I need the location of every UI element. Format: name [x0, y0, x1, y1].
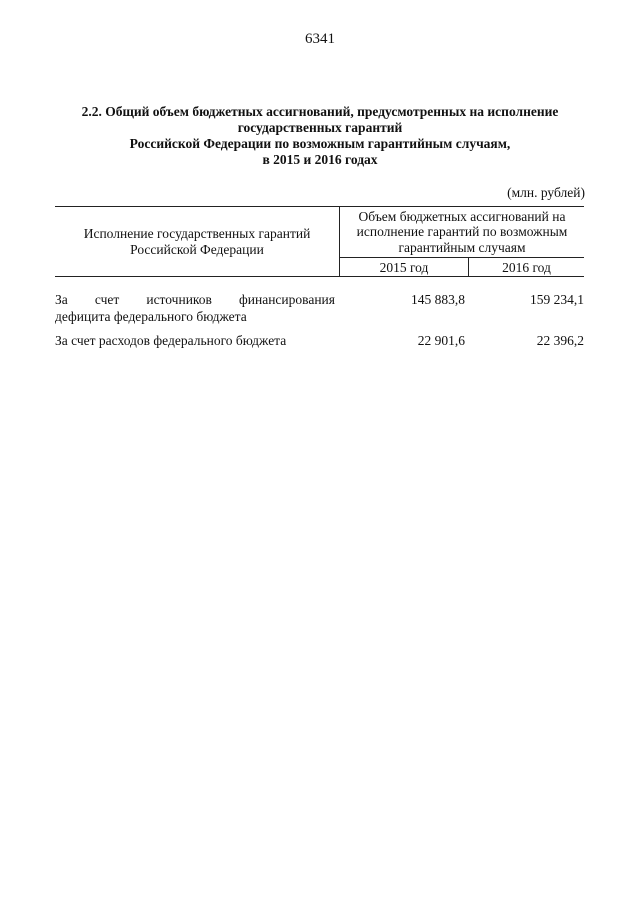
- page-number: 6341: [305, 31, 335, 47]
- units-note: (млн. рублей): [507, 185, 585, 200]
- heading-line-2: государственных гарантий: [237, 120, 403, 135]
- row-label-line-1: За счет расходов федерального бюджета: [55, 333, 287, 348]
- header-year-2015: 2015 год: [340, 258, 469, 277]
- value-2016: 159 234,1: [530, 292, 584, 307]
- table-header: [55, 206, 584, 277]
- value-2015: 22 901,6: [417, 333, 465, 348]
- row-label-line-1: За счет источников финансирования: [55, 292, 335, 307]
- section-heading: [40, 104, 600, 168]
- heading-line-4: в 2015 и 2016 годах: [262, 152, 378, 167]
- heading-line-3: Российской Федерации по возможным гарантийным случаям,: [129, 136, 511, 151]
- header-allocations-cell: [340, 207, 584, 258]
- header-year-2016: 2016 год: [502, 259, 551, 275]
- row-label: [55, 332, 335, 349]
- header-guarantees-label: Исполнение государственных гарантий Российской Федерации: [83, 226, 311, 257]
- row-label: [55, 291, 335, 325]
- table-row: [55, 291, 584, 327]
- table-row: [55, 332, 584, 350]
- header-guarantees-cell: [55, 207, 340, 277]
- heading-line-1: 2.2. Общий объем бюджетных ассигнований, предусмотренных на исполнение: [81, 104, 559, 119]
- value-2015: 145 883,8: [411, 292, 465, 307]
- value-2016: 22 396,2: [536, 333, 584, 348]
- header-allocations-label: Объем бюджетных ассигнований на исполнение гарантий по возможным гарантийным случаям: [356, 208, 568, 255]
- row-label-line-2: дефицита федерального бюджета: [55, 309, 247, 324]
